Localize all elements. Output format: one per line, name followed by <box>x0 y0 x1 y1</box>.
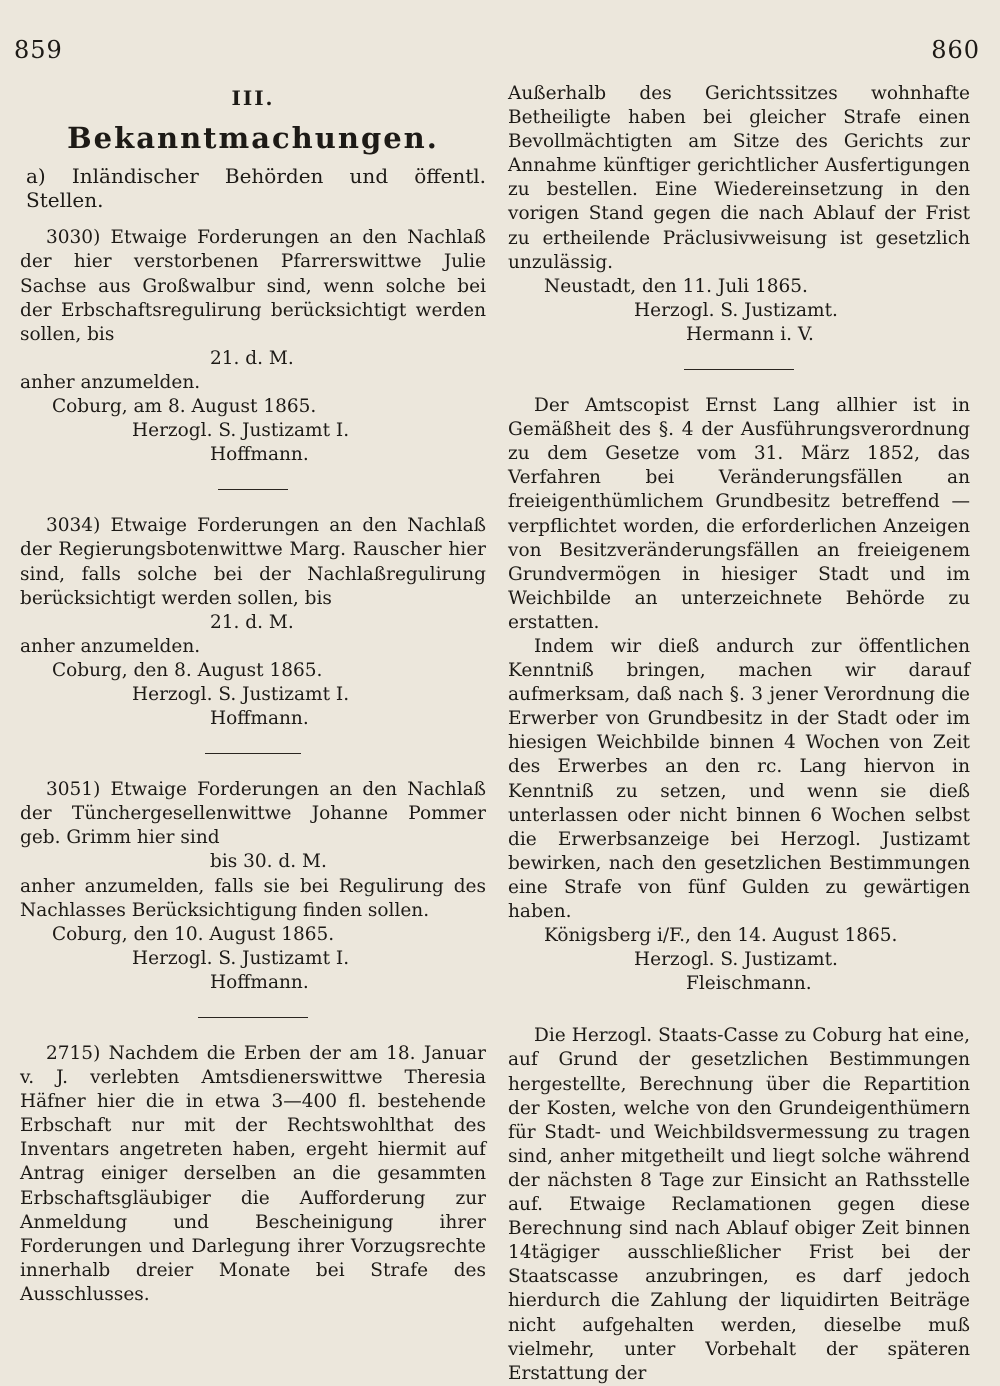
notice-3051 <box>20 778 486 995</box>
notice-place-date: Coburg, den 10. August 1865. <box>52 923 335 945</box>
divider-rule <box>205 753 301 754</box>
notice-3034 <box>20 514 486 731</box>
notice-office: Herzogl. S. Justizamt I. <box>132 947 350 969</box>
lang-notice-paragraph-1: Der Amtscopist Ernst Lang allhier ist in Gemäßheit des §. 4 der Ausführungsverordnung zu dem Gesetze vom 31. März 1852, das Verfahren bei Veränderungsfällen an freieigenthümlichem Grundbesitz betreffend — verpflichtet worden, die erforderlichen Anzeigen von Besitzveränderungsfällen an freieigenem Grundvermögen in hiesiger Stadt und im Weichbilde an unterzeichnete Behörde zu erstatten. <box>508 395 970 633</box>
notice-2715: 2715) Nachdem die Erben der am 18. Januar v. J. verlebten Amtsdienerswittwe Theresia Häfner hier die in etwa 3—400 fl. bestehende Erbschaft nur mit der Rechtswohlthat des Inventars angetreten haben, ergeht hiermit auf Antrag einiger derselben an die gesammten Erbschaftsgläubiger die Aufforderung zur Anmeldung und Bescheinigung ihrer Forderungen und Darlegung ihrer Vorzugsrechte innerhalb dreier Monate bei Strafe des Ausschlusses. <box>20 1043 486 1305</box>
staatscasse-notice: Die Herzogl. Staats-Casse zu Coburg hat eine, auf Grund der gesetzlichen Bestimmungen hergestellte, Berechnung über die Repartition der Kosten, welche von den Grundeigenthümern für Stadt- und Weichbildsvermessung zu tragen sind, anher mitgetheilt und liegt solche während der nächsten 8 Tage zur Einsicht an Rathsstelle auf. Etwaige Reclamationen gegen diese Berechnung sind nach Ablauf obiger Zeit binnen 14tägiger ausschließlicher Frist bei der Staatscasse anzubringen, es darf jedoch hierdurch die Zahlung der liquidirten Beiträge nicht aufgehalten werden, dieselbe muß vielmehr, unter Vorbehalt der späteren Erstattung der <box>508 1025 970 1384</box>
notice-text: 3051) Etwaige Forderungen an den Nachlaß der Tünchergesellenwittwe Johanne Pommer geb. Grimm hier sind <box>20 779 486 849</box>
notice-3030 <box>20 226 486 467</box>
notice-place-date: Königsberg i/F., den 14. August 1865. <box>544 925 898 947</box>
notice-office: Herzogl. S. Justizamt. <box>634 949 838 971</box>
page-number-right: 860 <box>931 36 980 64</box>
notice-office: Herzogl. S. Justizamt I. <box>132 420 350 442</box>
notice-place-date: Coburg, den 8. August 1865. <box>52 659 323 681</box>
page-number-left: 859 <box>14 36 63 64</box>
notice-after: anher anzumelden. <box>20 371 201 393</box>
notice-office: Herzogl. S. Justizamt. <box>634 299 838 321</box>
notice-place-date: Neustadt, den 11. Juli 1865. <box>544 275 808 297</box>
notice-signer: Hoffmann. <box>210 444 309 466</box>
notice-signer: Hoffmann. <box>210 971 309 993</box>
notice-office: Herzogl. S. Justizamt I. <box>132 683 350 705</box>
notice-place-date: Coburg, am 8. August 1865. <box>52 396 317 418</box>
divider-rule <box>684 369 794 370</box>
notice-signer: Fleischmann. <box>686 973 812 995</box>
notice-deadline: 21. d. M. <box>210 347 294 369</box>
notice-after: anher anzumelden, falls sie bei Regulirung des Nachlasses Berücksichtigung finden sollen. <box>20 875 486 921</box>
divider-rule <box>218 489 288 490</box>
divider-rule <box>198 1017 308 1018</box>
notice-text: 3030) Etwaige Forderungen an den Nachlaß der hier verstorbenen Pfarrerswittwe Julie Sachse aus Großwalbur sind, wenn solche bei der Erbschaftsregulirung berücksichtigt werden sollen, bis <box>20 227 486 345</box>
notice-signer: Hoffmann. <box>210 708 309 730</box>
notice-deadline: bis 30. d. M. <box>210 851 327 873</box>
section-number: III. <box>231 86 275 110</box>
notice-deadline: 21. d. M. <box>210 611 294 633</box>
notice-signer: Hermann i. V. <box>686 323 814 345</box>
notice-2715-continuation: Außerhalb des Gerichtssitzes wohnhafte Betheiligte haben bei gleicher Strafe einen Bevollmächtigten am Sitze des Gerichts zur Annahme künftiger gerichtlicher Ausfertigungen zu bestellen. Eine Wiedereinsetzung in den vorigen Stand gegen die nach Ablauf der Frist zu ertheilende Präclusivweisung ist gesetzlich unzulässig. <box>508 83 970 273</box>
notice-after: anher anzumelden. <box>20 635 201 657</box>
right-column <box>508 82 970 1386</box>
lang-notice-paragraph-2: Indem wir dieß andurch zur öffentlichen Kenntniß bringen, machen wir darauf aufmerksam, daß nach §. 3 jener Verordnung die Erwerber von Grundbesitz in der Stadt oder im hiesigen Weichbilde binnen 4 Wochen von Zeit des Erwerbes an den rc. Lang hiervon in Kenntniß zu setzen, und wenn sie dieß unterlassen oder nicht binnen 6 Wochen selbst die Erwerbsanzeige bei Herzogl. Justizamt bewirken, nach den gesetzlichen Bestimmungen eine Strafe von fünf Gulden zu gewärtigen haben. <box>508 635 970 922</box>
section-subheading: a) Inländischer Behörden und öffentl. Stellen. <box>26 164 486 213</box>
section-heading: Bekanntmachungen. <box>67 121 439 156</box>
notice-text: 3034) Etwaige Forderungen an den Nachlaß der Regierungsbotenwittwe Marg. Rauscher hier sind, falls solche bei der Nachlaßregulirung berücksichtigt werden sollen, bis <box>20 515 486 609</box>
left-column <box>20 80 486 1307</box>
